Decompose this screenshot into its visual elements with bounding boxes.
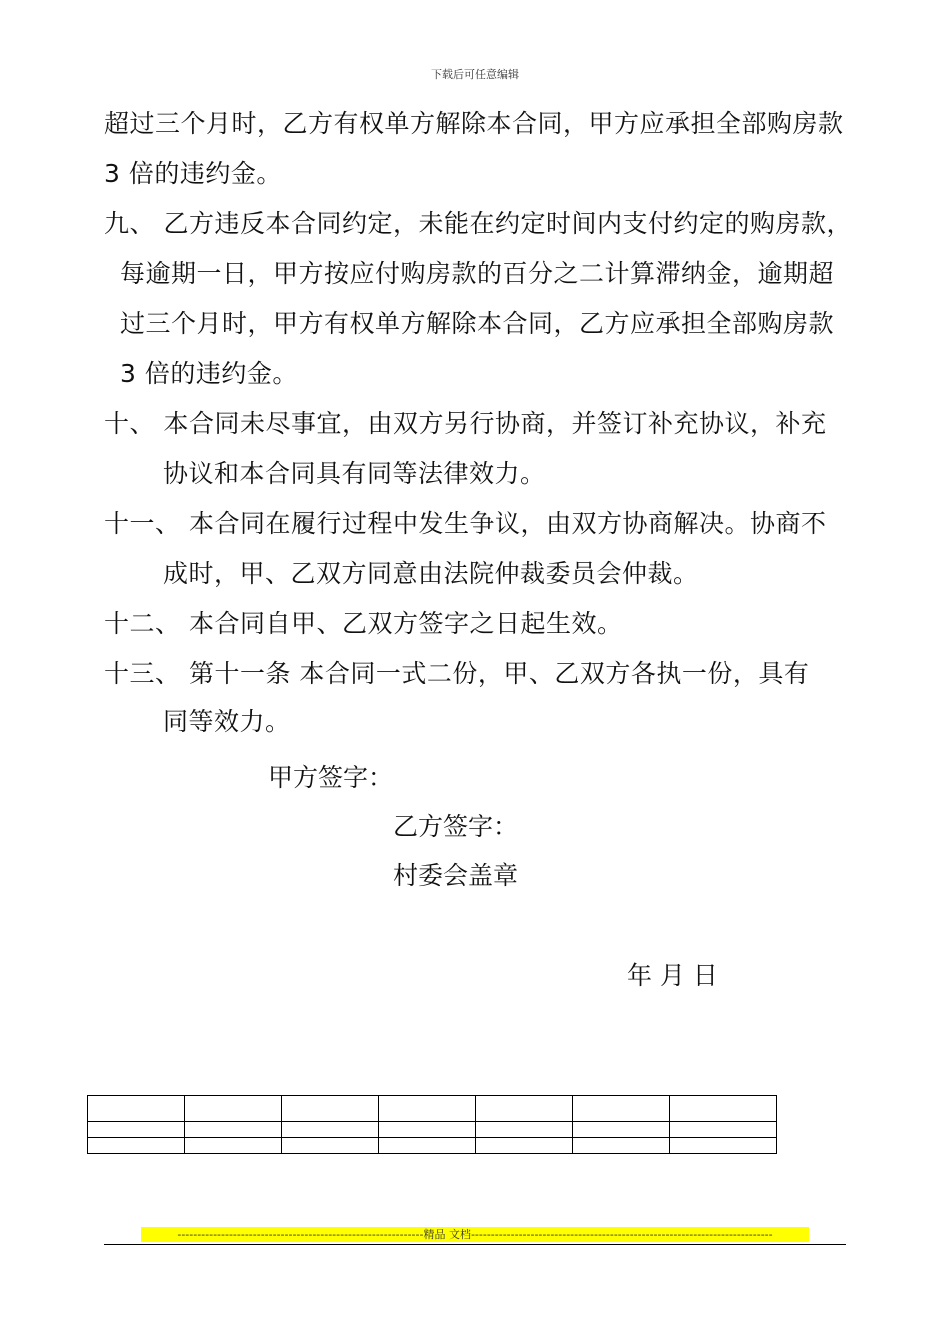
clause-line: 过三个月时，甲方有权单方解除本合同，乙方应承担全部购房款 xyxy=(120,309,835,338)
table-cell xyxy=(282,1122,379,1138)
table-cell xyxy=(670,1096,777,1122)
date-label: 年 月 日 xyxy=(627,961,718,990)
clause-line: 协议和本合同具有同等法律效力。 xyxy=(163,459,546,488)
clause-13-line: 十三、 第十一条 本合同一式二份，甲、乙双方各执一份，具有 xyxy=(104,659,810,688)
clause-12-line: 十二、 本合同自甲、乙双方签字之日起生效。 xyxy=(104,609,623,638)
table-cell xyxy=(670,1138,777,1154)
table-cell xyxy=(379,1138,476,1154)
clause-9-line: 九、 乙方违反本合同约定，未能在约定时间内支付约定的购房款， xyxy=(104,209,852,238)
table-row xyxy=(88,1122,777,1138)
clause-line: 超过三个月时，乙方有权单方解除本合同，甲方应承担全部购房款 xyxy=(104,109,844,138)
table-cell xyxy=(185,1138,282,1154)
clause-line: 成时，甲、乙双方同意由法院仲裁委员会仲裁。 xyxy=(163,559,699,588)
table-cell xyxy=(282,1138,379,1154)
footer-banner: --------------------------------------------------------------精品 文档---------------------------------------------------------------------------- xyxy=(141,1227,809,1242)
table-cell xyxy=(476,1138,573,1154)
table-cell xyxy=(185,1122,282,1138)
table-cell xyxy=(476,1122,573,1138)
footer-divider xyxy=(104,1244,846,1245)
table-cell xyxy=(282,1096,379,1122)
clause-line: 每逾期一日，甲方按应付购房款的百分之二计算滞纳金，逾期超 xyxy=(120,259,835,288)
table-cell xyxy=(379,1096,476,1122)
table-cell xyxy=(88,1096,185,1122)
table-cell xyxy=(88,1122,185,1138)
table-cell xyxy=(573,1122,670,1138)
party-a-signature-label: 甲方签字： xyxy=(268,763,394,792)
clause-11-line: 十一、 本合同在履行过程中发生争议，由双方协商解决。协商不 xyxy=(104,509,827,538)
table-row xyxy=(88,1096,777,1122)
table-cell xyxy=(379,1122,476,1138)
table-cell xyxy=(573,1096,670,1122)
clause-10-line: 十、 本合同未尽事宜，由双方另行协商，并签订补充协议，补充 xyxy=(104,409,827,438)
table-cell xyxy=(476,1096,573,1122)
party-b-signature-label: 乙方签字： xyxy=(393,812,519,841)
table-cell xyxy=(185,1096,282,1122)
table-cell xyxy=(670,1122,777,1138)
blank-table xyxy=(87,1095,777,1154)
table-row xyxy=(88,1138,777,1154)
table-cell xyxy=(573,1138,670,1154)
clause-line: 3 倍的违约金。 xyxy=(104,159,282,188)
village-seal-label: 村委会盖章 xyxy=(393,861,519,890)
table-cell xyxy=(88,1138,185,1154)
clause-line: 3 倍的违约金。 xyxy=(120,359,298,388)
header-note: 下载后可任意编辑 xyxy=(431,68,519,81)
clause-line: 同等效力。 xyxy=(163,707,291,736)
